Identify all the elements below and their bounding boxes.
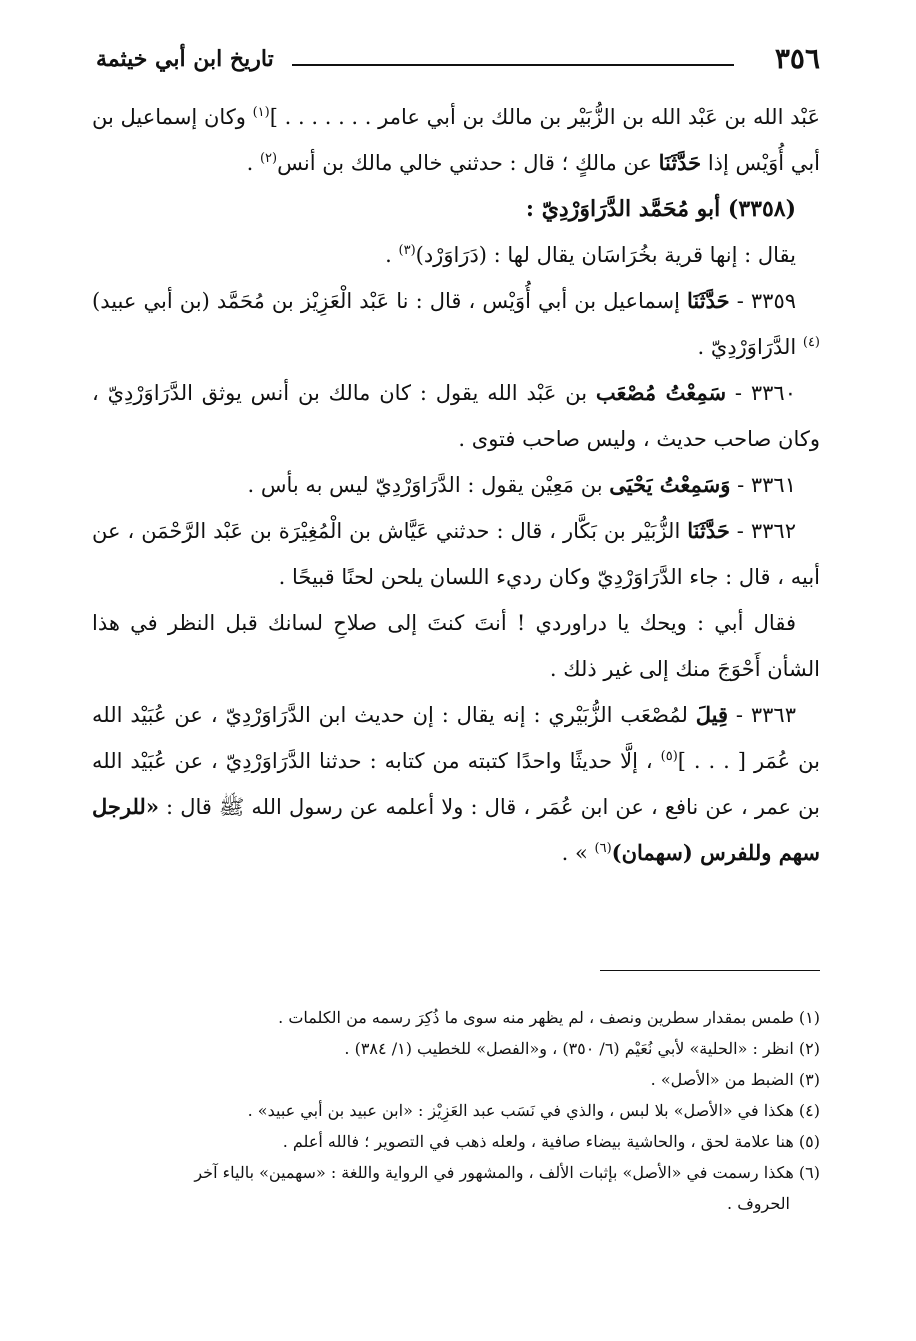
page-header [96, 42, 820, 82]
footnote-1: (١) طمس بمقدار سطرين ونصف ، لم يظهر منه سوى ما ذُكِرَ رسمه من الكلمات . [278, 1008, 820, 1027]
footnote-ref-3[interactable]: (٣) [398, 243, 416, 258]
footnote-ref-5[interactable]: (٥) [660, 749, 678, 764]
paragraph-opening: عَبْد الله بن عَبْد الله بن الزُّبَيْر بن مالك بن أبي عامر . . . . . . . ]$^{(١)}$ وكان إسماعيل بن أبي أُوَيْس إذا حَدَّثَنَا عن مالكٍ ؛ قال : حدثني خالي مالك بن أنس$^{(٢)}$ . [92, 105, 820, 175]
running-title: تاريخ ابن أبي خيثمة [96, 46, 274, 72]
footnote-ref-4[interactable]: (٤) [802, 335, 820, 350]
footnote-ref-1[interactable]: (١) [252, 105, 270, 120]
footnote-ref-6[interactable]: (٦) [594, 841, 612, 856]
paragraph-3360: ٣٣٦٠ - سَمِعْتُ مُصْعَب بن عَبْد الله يقول : كان مالك بن أنس يوثق الدَّرَاوَرْدِيّ ، وكان صاحب حديث ، وليس صاحب فتوى . [92, 380, 820, 451]
footnote-3: (٣) الضبط من «الأصل» . [650, 1070, 820, 1089]
header-rule [292, 64, 734, 66]
footnote-separator [600, 970, 820, 971]
footnote-2: (٢) انظر : «الحلية» لأبي نُعَيْم (٦/ ٣٥٠) ، و«الفصل» للخطيب (١/ ٣٨٤) . [344, 1039, 820, 1058]
footnotes [92, 1002, 820, 1219]
paragraph-3359: ٣٣٥٩ - حَدَّثَنَا إسماعيل بن أبي أُوَيْس ، قال : نا عَبْد الْعَزِيْز بن مُحَمَّد (بن أبي عبيد)$^{(٤)}$ الدَّرَاوَرْدِيّ . [92, 288, 820, 359]
footnote-4: (٤) هكذا في «الأصل» بلا لبس ، والذي في نَسَب عبد العَزِيْز : «ابن عبيد بن أبي عبيد» . [247, 1101, 820, 1120]
main-text [92, 94, 820, 876]
paragraph-3362: ٣٣٦٢ - حَدَّثَنَا الزُّبَيْر بن بَكَّار ، قال : حدثني عَيَّاش بن الْمُغِيْرَة بن عَبْد الرَّحْمَن ، عن أبيه ، قال : جاء الدَّرَاوَرْدِيّ وكان رديء اللسان يلحن لحنًا قبيحًا . [92, 518, 820, 589]
footnote-6-continuation: الحروف . [727, 1194, 790, 1213]
footnote-5: (٥) هنا علامة لحق ، والحاشية بيضاء صافية ، ولعله ذهب في التصوير ؛ فالله أعلم . [282, 1132, 820, 1151]
paragraph-3361: ٣٣٦١ - وَسَمِعْتُ يَحْيَى بن مَعِيْن يقول : الدَّرَاوَرْدِيّ ليس به بأس . [247, 472, 796, 497]
entry-heading-3358: (٣٣٥٨) أبو مُحَمَّد الدَّرَاوَرْدِيّ : [525, 196, 796, 222]
footnote-6: (٦) هكذا رسمت في «الأصل» بإثبات الألف ، والمشهور في الرواية واللغة : «سهمين» بالياء آخر [194, 1163, 820, 1182]
footnote-ref-2[interactable]: (٢) [259, 151, 278, 166]
paragraph-3363: ٣٣٦٣ - قِيلَ لمُصْعَب الزُّبَيْري : إنه يقال : إن حديث ابن الدَّرَاوَرْدِيّ ، عن عُبَيْد الله بن عُمَر [ . . . ]$^{(٥)}$ ، إلَّا حديثًا واحدًا كتبته من كتابه : حدثنا الدَّرَاوَرْدِيّ ، عن عُبَيْد الله بن عمر ، عن نافع ، عن ابن عُمَر ، قال : ولا أعلمه عن رسول الله ﷺ قال : «للرجل سهم وللفرس (سهمان)$^{(٦)}$ » . [92, 702, 820, 865]
page-number: ٣٥٦ [774, 42, 820, 75]
paragraph-village: يقال : إنها قرية بخُرَاسَان يقال لها : (دَرَاوَرْد)$^{(٣)}$ . [385, 243, 796, 267]
paragraph-father-reply: فقال أبي : ويحك يا دراوردي ! أنتَ كنتَ إلى صلاحِ لسانك قبل النظر في هذا الشأن أَحْوَجَ منك إلى غير ذلك . [92, 611, 820, 681]
